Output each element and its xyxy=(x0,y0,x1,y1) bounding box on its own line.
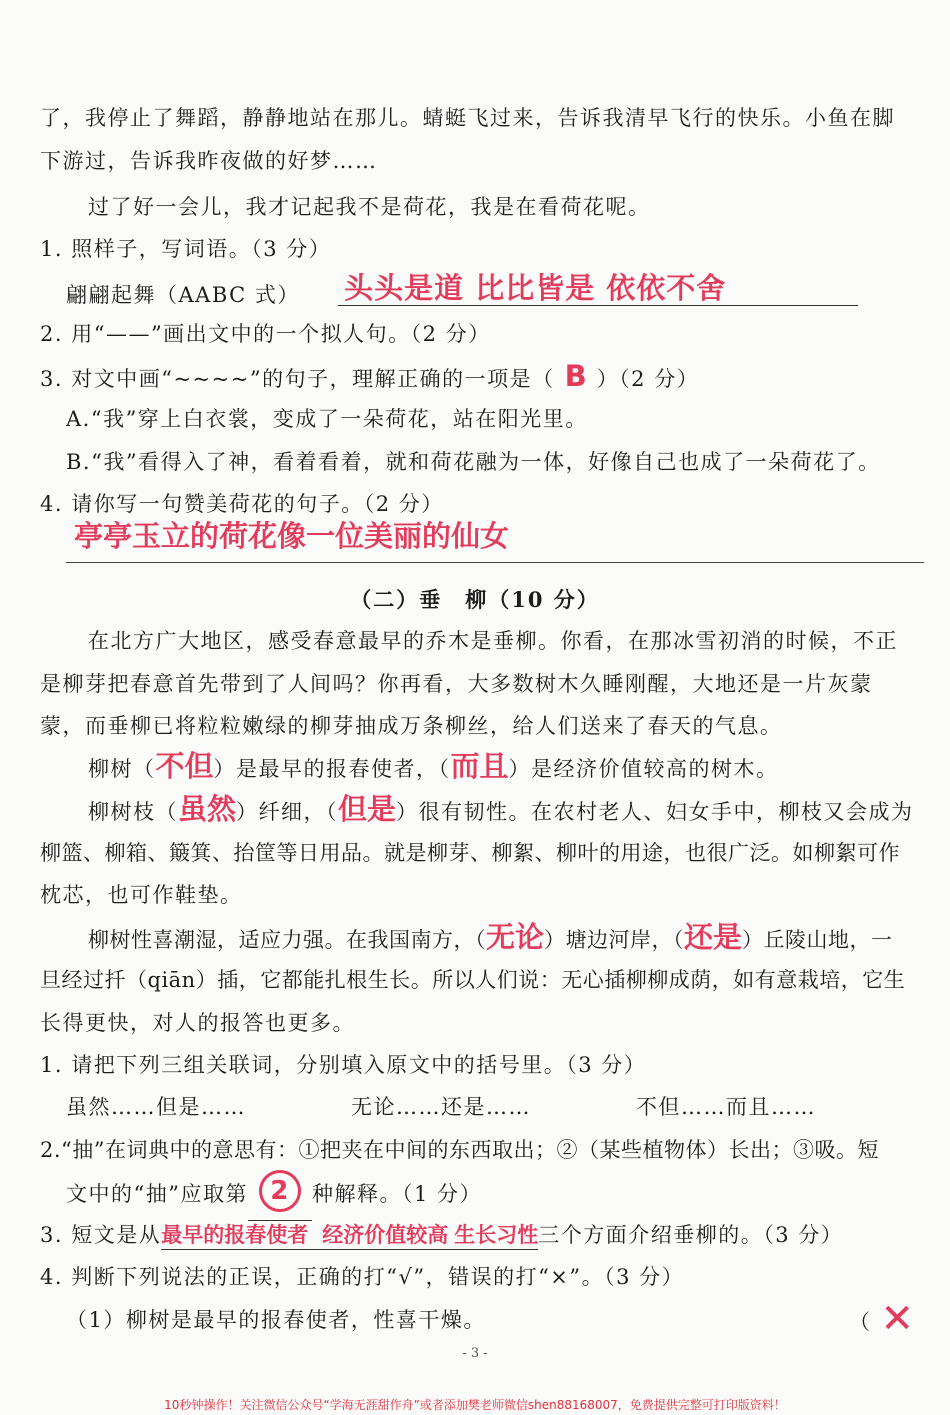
question-2: 2. 用“——”画出文中的一个拟人句。（2 分） xyxy=(40,322,491,346)
section2-question-2-line2: 文中的“抽”应取第 2 种解释。（1 分） xyxy=(0,1178,950,1221)
question-1: 1. 照样子，写词语。（3 分） xyxy=(40,237,332,261)
passage-line: 了，我停止了舞蹈，静静地站在那儿。蜻蜓飞过来，告诉我清早飞行的快乐。小鱼在脚 xyxy=(40,106,895,130)
question-4: 4. 请你写一句赞美荷花的句子。（2 分） xyxy=(40,492,444,516)
answer-line[interactable] xyxy=(161,1221,308,1250)
handwritten-answer: 虽然 xyxy=(178,792,237,826)
handwritten-answer: 但是 xyxy=(338,792,397,826)
passage-line: 柳树（不但）是最早的报春使者，（而且）是经济价值较高的树木。 xyxy=(88,749,779,783)
handwritten-answer: 2 xyxy=(259,1170,301,1212)
passage-line: 柳树性喜潮湿，适应力强。在我国南方，（无论）塘边河岸，（还是）丘陵山地，一 xyxy=(88,920,893,954)
question-3: 3. 对文中画“~~~~”的句子，理解正确的一项是（ B ）（2 分） xyxy=(40,359,700,393)
answer-line[interactable] xyxy=(322,1221,448,1250)
footer-promo: 10秒钟操作！关注微信公众号“学海无涯甜作舟”或者添加樊老师微信shen88168007，免费提供完整可打印版资料！ xyxy=(164,1398,786,1412)
passage-line: 下游过，告诉我昨夜做的好梦…… xyxy=(40,149,378,173)
handwritten-answer: 不但 xyxy=(155,749,214,783)
option-a: A.“我”穿上白衣裳，变成了一朵荷花，站在阳光里。 xyxy=(66,407,588,431)
answer-line[interactable] xyxy=(66,562,924,563)
passage-line: 柳篮、柳箱、簸箕、抬筐等日用品。就是柳芽、柳絮、柳叶的用途，也很广泛。如柳絮可作 xyxy=(40,841,900,865)
conjunction-option: 虽然……但是…… xyxy=(66,1095,246,1119)
section2-question-4: 4. 判断下列说法的正误，正确的打“√”，错误的打“×”。（3 分） xyxy=(40,1265,685,1289)
passage-line: 在北方广大地区，感受春意最早的乔木是垂柳。你看，在那冰雪初消的时候，不正 xyxy=(88,629,898,653)
answer-line[interactable] xyxy=(248,1178,312,1221)
conjunction-option: 不但……而且…… xyxy=(636,1095,816,1119)
passage-line: 枕芯，也可作鞋垫。 xyxy=(40,883,243,907)
passage-line: 柳树枝（虽然）纤细，（但是）很有韧性。在农村老人、妇女手中，柳枝又会成为 xyxy=(88,792,914,826)
handwritten-answer: 生长习性 xyxy=(454,1223,539,1247)
option-b: B.“我”看得入了神，看着看着，就和荷花融为一体，好像自己也成了一朵荷花了。 xyxy=(66,450,881,474)
passage-line: 是柳芽把春意首先带到了人间吗？你再看，大多数树木久睡刚醒，大地还是一片灰蒙 xyxy=(40,672,873,696)
answer-line[interactable] xyxy=(454,1221,538,1250)
answer-bracket: （ xyxy=(849,1310,870,1334)
handwritten-answer: 亭亭玉立的荷花像一位美丽的仙女 xyxy=(74,519,510,553)
handwritten-answer: 头头是道 比比皆是 依依不舍 xyxy=(344,271,727,305)
passage-line: 长得更快，对人的报答也更多。 xyxy=(40,1011,355,1035)
judgement-item: （1）柳树是最早的报春使者，性喜干燥。 xyxy=(66,1308,486,1332)
conjunction-options xyxy=(0,1093,950,1121)
handwritten-answer: 还是 xyxy=(684,920,743,954)
question-1-example xyxy=(0,271,950,310)
passage-line: 蒙，而垂柳已将粒粒嫩绿的柳芽抽成万条柳丝，给人们送来了春天的气息。 xyxy=(40,714,783,738)
handwritten-answer: B xyxy=(564,359,587,393)
section-title: （二）垂 柳（10 分） xyxy=(350,587,600,612)
section2-question-1: 1. 请把下列三组关联词，分别填入原文中的括号里。（3 分） xyxy=(40,1053,647,1077)
passage-line: 旦经过扦（qiān）插，它都能扎根生长。所以人们说：无心插柳柳成荫，如有意栽培，它生 xyxy=(40,968,906,992)
passage-line: 过了好一会儿，我才记起我不是荷花，我是在看荷花呢。 xyxy=(88,195,651,219)
handwritten-answer: 而且 xyxy=(450,749,509,783)
conjunction-option: 无论……还是…… xyxy=(351,1095,531,1119)
question-4-answer xyxy=(0,519,950,553)
page-number: - 3 - xyxy=(462,1346,488,1361)
section2-question-2: 2.“抽”在词典中的意思有：①把夹在中间的东西取出；②（某些植物体）长出；③吸。短 xyxy=(40,1138,880,1162)
answer-line[interactable] xyxy=(338,271,858,306)
section2-question-3: 3. 短文是从最早的报春使者 经济价值较高 生长习性三个方面介绍垂柳的。（3 分） xyxy=(0,1221,950,1250)
handwritten-answer: 无论 xyxy=(486,920,545,954)
handwritten-answer: 最早的报春使者 xyxy=(161,1223,309,1247)
example-word: 翩翩起舞（AABC 式） xyxy=(66,283,300,307)
cross-mark-icon: ✕ xyxy=(880,1296,914,1342)
handwritten-answer: 经济价值较高 xyxy=(322,1223,449,1247)
